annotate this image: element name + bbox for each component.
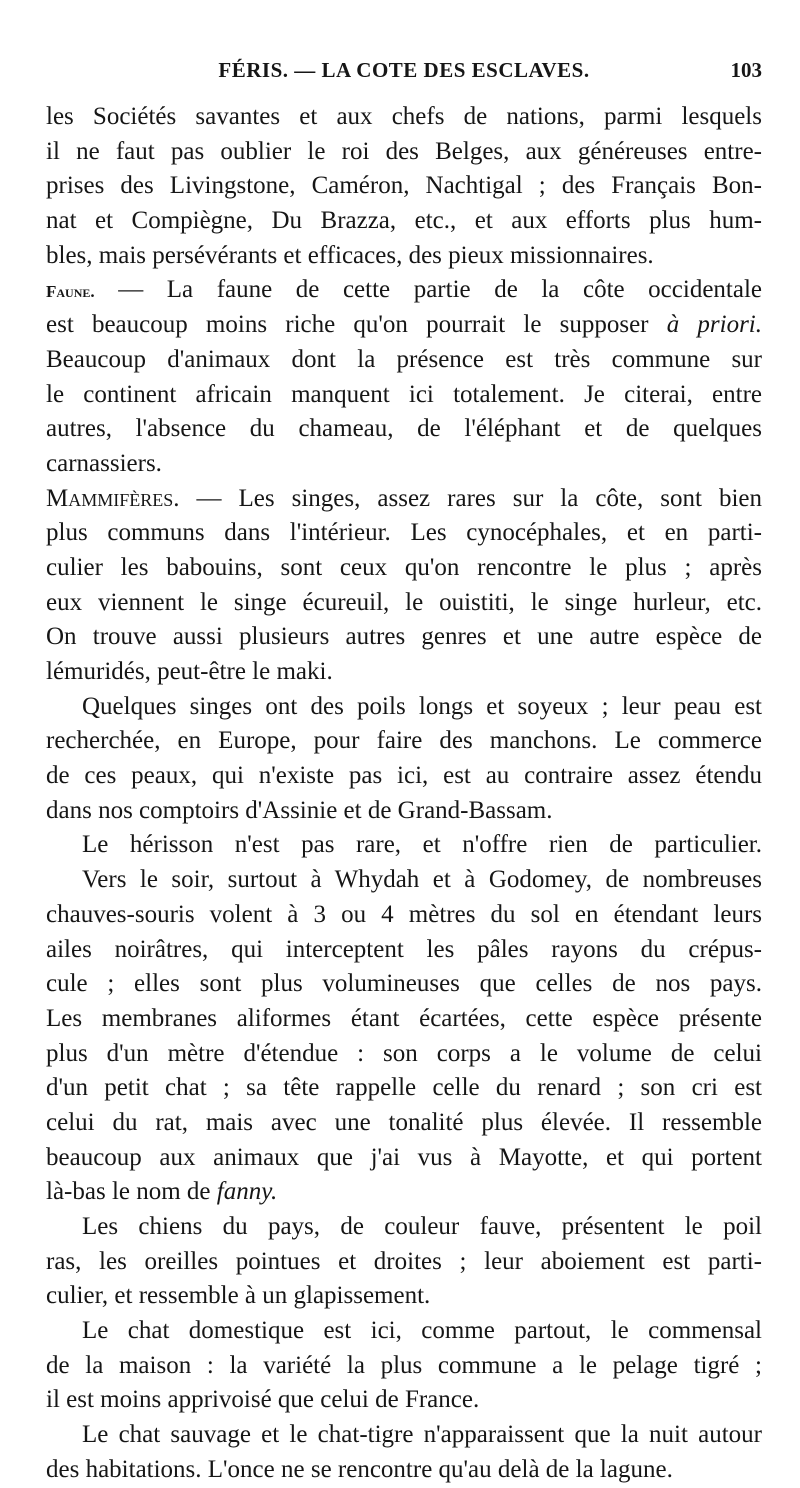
text-span: est beaucoup moins riche qu'on pourrait le supposer (46, 311, 667, 339)
text-line: culier, et ressemble à un glapissement. (46, 1282, 431, 1310)
text-line: Le hérisson n'est pas rare, et n'offre rien de particulier. (82, 831, 762, 859)
text-line: dans nos comptoirs d'Assinie et de Grand-Bassam. (46, 796, 553, 824)
text-line: prises des Livingstone, Caméron, Nachtigal ; des Français Bon- (46, 172, 762, 200)
text-line: culier les babouins, sont ceux qu'on rencontre le plus ; après (46, 553, 762, 581)
text-line (46, 482, 762, 517)
italic-text: à priori. (666, 311, 762, 339)
text-line: celui du rat, mais avec une tonalité plus élevée. Il ressemble (46, 1108, 762, 1136)
section-label-faune: Faune. (46, 282, 95, 302)
text-line: d'un petit chat ; sa tête rappelle celle du renard ; son cri est (46, 1074, 762, 1102)
text-line: beaucoup aux animaux que j'ai vus à Mayotte, et qui portent (46, 1143, 762, 1171)
text-line: chauves-souris volent à 3 ou 4 mètres du sol en étendant leurs (46, 900, 762, 928)
text-line: Le chat sauvage et le chat-tigre n'apparaissent que la nuit autour (82, 1421, 762, 1449)
text-line: Les chiens du pays, de couleur fauve, présentent le poil (82, 1213, 762, 1240)
text-line: recherchée, en Europe, pour faire des manchons. Le commerce (46, 727, 762, 755)
text-line (46, 1175, 762, 1210)
text-line: autres, l'absence du chameau, de l'éléphant et de quelques (46, 415, 762, 443)
text-line: le continent africain manquent ici totalement. Je citerai, entre (46, 380, 762, 408)
text-line: cule ; elles sont plus volumineuses que celles de nos pays. (46, 970, 762, 998)
text-line: ailes noirâtres, qui interceptent les pâles rayons du crépus- (46, 935, 762, 963)
text-span: — Les singes, assez rares sur la côte, sont bien (179, 484, 762, 512)
text-line: plus communs dans l'intérieur. Les cynocéphales, et en parti- (46, 519, 762, 547)
text-span: là-bas le nom de (46, 1178, 217, 1206)
text-line (46, 273, 762, 308)
text-line: des habitations. L'once ne se rencontre qu'au delà de la lagune. (46, 1455, 673, 1483)
text-line: plus d'un mètre d'étendue : son corps a le volume de celui (46, 1039, 762, 1067)
text-line: Les membranes aliformes étant écartées, cette espèce présente (46, 1004, 762, 1032)
italic-text: fanny. (216, 1178, 278, 1206)
text-line: lémuridés, peut-être le maki. (46, 658, 333, 685)
text-line: ras, les oreilles pointues et droites ; leur aboiement est parti- (46, 1247, 762, 1275)
text-line: Vers le soir, surtout à Whydah et à Godomey, de nombreuses (82, 866, 762, 894)
text-line: de la maison : la variété la plus commune a le pelage tigré ; (46, 1351, 762, 1379)
text-line: bles, mais persévérants et efficaces, des pieux missionnaires. (46, 241, 654, 269)
text-line: nat et Compiègne, Du Brazza, etc., et aux efforts plus hum- (46, 207, 762, 235)
text-line: il est moins apprivoisé que celui de France. (46, 1386, 480, 1414)
text-line: eux viennent le singe écureuil, le ouistiti, le singe hurleur, etc. (46, 588, 762, 616)
text-line: les Sociétés savantes et aux chefs de nations, parmi lesquels (46, 103, 762, 130)
text-line (46, 308, 762, 343)
page-header (46, 58, 762, 90)
text-line: Quelques singes ont des poils longs et soyeux ; leur peau est (82, 692, 762, 720)
page-number: 103 (730, 58, 762, 82)
text-line: il ne faut pas oublier le roi des Belges, aux généreuses entre- (46, 137, 762, 165)
text-line: de ces peaux, qui n'existe pas ici, est au contraire assez étendu (46, 762, 762, 790)
text-line: On trouve aussi plusieurs autres genres et une autre espèce de (46, 623, 762, 651)
text-line: carnassiers. (46, 449, 162, 477)
section-label-mammiferes: Mammifères. (46, 484, 180, 512)
text-span: — La faune de cette partie de la côte occidentale (94, 276, 762, 304)
running-title: FÉRIS. — LA COTE DES ESCLAVES. (218, 58, 590, 82)
text-line: Beaucoup d'animaux dont la présence est très commune sur (46, 345, 762, 373)
text-line: Le chat domestique est ici, comme partout, le commensal (82, 1317, 762, 1345)
body-text (46, 100, 762, 1488)
